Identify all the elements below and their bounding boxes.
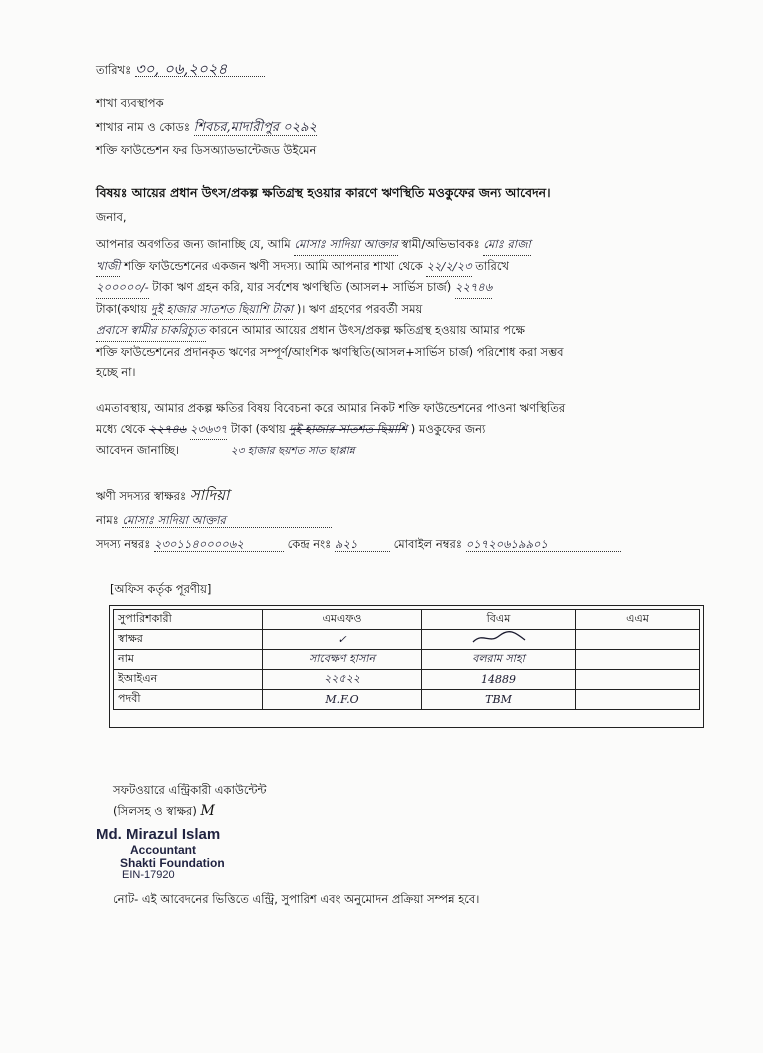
mfo-name: সাবেক্ষণ হাসান — [263, 650, 422, 670]
signature-label: ঋণী সদস্যর স্বাক্ষরঃ — [96, 489, 187, 503]
mfo-ein: ২২৫২২ — [263, 670, 422, 690]
member-name-line — [96, 513, 332, 528]
p1-text-10: হচ্ছে না। — [96, 365, 136, 379]
p1-text-8: কারনে আমার আয়ের প্রধান উৎস/প্রকল্প ক্ষতিগ্রস্থ হওয়ায় আমার পক্ষে — [209, 323, 525, 337]
accountant-seal-label: (সিলসহ ও স্বাক্ষর) — [113, 804, 197, 818]
p2-text-3: টাকা (কথায় — [230, 421, 286, 436]
cause-field: প্রবাসে স্বামীর চাকরিচ্যুত — [96, 320, 206, 342]
guardian-field: মোঃ রাজা — [483, 234, 530, 256]
member-name-label: নামঃ — [96, 513, 119, 527]
waiver-amount-field: ২৩৬৩৭ — [190, 419, 227, 441]
member-signature-line — [96, 488, 229, 503]
loan-date-field: ২২/২/২৩ — [426, 256, 471, 278]
mfo-designation: M.F.O — [263, 690, 422, 710]
table-row — [114, 690, 700, 710]
balance-words-field: দুই হাজার সাতশত ছিয়াশি টাকা — [151, 299, 293, 321]
center-value: ৯২১ — [335, 537, 390, 552]
row-label: নাম — [114, 650, 263, 670]
waiver-words-struck: দুই হাজার সাতশত ছিয়াশি — [289, 421, 408, 436]
member-name-field: মোসাঃ সাদিয়া আক্তার — [294, 234, 397, 256]
office-use-label: [অফিস কর্তৃক পূরণীয়] — [110, 582, 212, 596]
p1-text-6: টাকা(কথায় — [96, 301, 148, 316]
member-name-value: মোসাঃ সাদিয়া আক্তার — [122, 513, 332, 528]
am-designation — [576, 690, 700, 710]
am-signature — [576, 630, 700, 650]
subject: বিষয়ঃ আয়ের প্রধান উৎস/প্রকল্প ক্ষতিগ্রস্থ হওয়ার কারণে ঋণস্থিতি মওকুফের জন্য আবেদন। — [96, 185, 551, 200]
waiver-words-field: ২৩ হাজার ছয়শত সাত ছাপ্পান্ন — [230, 445, 355, 457]
row-label: ইআইএন — [114, 670, 263, 690]
bm-signature-mark — [469, 630, 529, 646]
header-mfo: এমএফও — [263, 610, 422, 630]
table-row — [114, 670, 700, 690]
recipient-title: শাখা ব্যবস্থাপক — [96, 96, 164, 110]
body-paragraph-2 — [96, 398, 696, 462]
salutation: জনাব, — [96, 210, 127, 224]
branch-value: শিবচর,মাদারীপুর ০২৯২ — [193, 120, 317, 135]
stamp-ein: EIN-17920 — [122, 869, 175, 881]
p1-text-4: তারিখে — [475, 258, 509, 273]
date-label: তারিখঃ — [96, 63, 132, 77]
row-label: স্বাক্ষর — [114, 630, 263, 650]
date-line — [96, 62, 265, 77]
row-label: পদবী — [114, 690, 263, 710]
member-id-value: ২৩০১১৪০০০০৬২ — [154, 537, 284, 552]
am-ein — [576, 670, 700, 690]
stamp-title: Accountant — [130, 843, 196, 857]
p2-text-5: আবেদন জানাচ্ছি। — [96, 443, 180, 457]
p2-text-1: এমতাবস্থায়, আমার প্রকল্প ক্ষতির বিষয় বিবেচনা করে আমার নিকট শক্তি ফাউন্ডেশনের পাওনা ঋণস্থিতির — [96, 401, 566, 415]
p2-text-4: ) মওকুফের জন্য — [410, 421, 486, 436]
p1-text-3: শক্তি ফাউন্ডেশনের একজন ঋণী সদস্য। আমি আপনার শাখা থেকে — [124, 258, 423, 273]
bm-signature — [422, 630, 576, 650]
date-value: ৩০, ০৬,২০২৪ — [135, 62, 265, 77]
accountant-seal-line — [113, 804, 215, 818]
bm-ein: 14889 — [422, 670, 576, 690]
accountant-title: সফটওয়ারে এন্ট্রিকারী একাউন্টেন্ট — [113, 783, 267, 797]
table-header-row — [114, 610, 700, 630]
footer-note: নোট- এই আবেদনের ভিত্তিতে এন্ট্রি, সুপারিশ এবং অনুমোদন প্রক্রিয়া সম্পন্ন হবে। — [113, 892, 480, 906]
table-row — [114, 650, 700, 670]
header-am: এএম — [576, 610, 700, 630]
p1-text-7: )। ঋণ গ্রহণের পরবর্তী সময় — [296, 301, 423, 316]
waiver-amount-struck: ২২৭৪৬ — [148, 421, 187, 436]
office-table — [113, 609, 700, 710]
balance-field: ২২৭৪৬ — [455, 277, 492, 299]
mobile-value: ০১৭২০৬১৯৯০১ — [466, 537, 621, 552]
stamp-name: Md. Mirazul Islam — [96, 826, 221, 843]
member-signature: সাদিয়া — [189, 486, 230, 504]
p1-text-2: স্বামী/অভিভাবকঃ — [401, 237, 480, 251]
bm-designation: TBM — [422, 690, 576, 710]
p2-text-2: মধ্যে থেকে — [96, 421, 146, 436]
member-id-label: সদস্য নম্বরঃ — [96, 537, 151, 551]
mobile-label: মোবাইল নম্বরঃ — [393, 537, 463, 551]
stamp-org: Shakti Foundation — [120, 856, 225, 870]
table-row — [114, 630, 700, 650]
p1-text-9: শক্তি ফাউন্ডেশনের প্রদানকৃত ঋণের সম্পূর্ণ/আংশিক ঋণস্থিতি(আসল+সার্ভিস চার্জ) পরিশোধ করা সম্ভব — [96, 344, 564, 359]
branch-line — [96, 120, 317, 136]
accountant-initials: M — [200, 803, 215, 819]
mfo-signature: ✓ — [263, 630, 422, 650]
header-recommender: সুপারিশকারী — [114, 610, 263, 630]
header-bm: বিএম — [422, 610, 576, 630]
branch-label: শাখার নাম ও কোডঃ — [96, 120, 191, 134]
center-label: কেন্দ্র নংঃ — [287, 537, 332, 551]
organization-name: শক্তি ফাউন্ডেশন ফর ডিসঅ্যাডভান্টেজড উইমেন — [96, 143, 317, 157]
member-id-line — [96, 537, 621, 552]
body-paragraph-1 — [96, 234, 696, 383]
am-name — [576, 650, 700, 670]
guardian-field-2: খাজী — [96, 256, 120, 278]
bm-name: বলরাম সাহা — [422, 650, 576, 670]
p1-text-5: টাকা ঋণ গ্রহন করি, যার সর্বশেষ ঋণস্থিতি (আসল+ সার্ভিস চার্জ) — [152, 280, 452, 294]
loan-amount-field: ২০০০০০/- — [96, 277, 149, 299]
p1-text-1: আপনার অবগতির জন্য জানাচ্ছি যে, আমি — [96, 237, 291, 251]
